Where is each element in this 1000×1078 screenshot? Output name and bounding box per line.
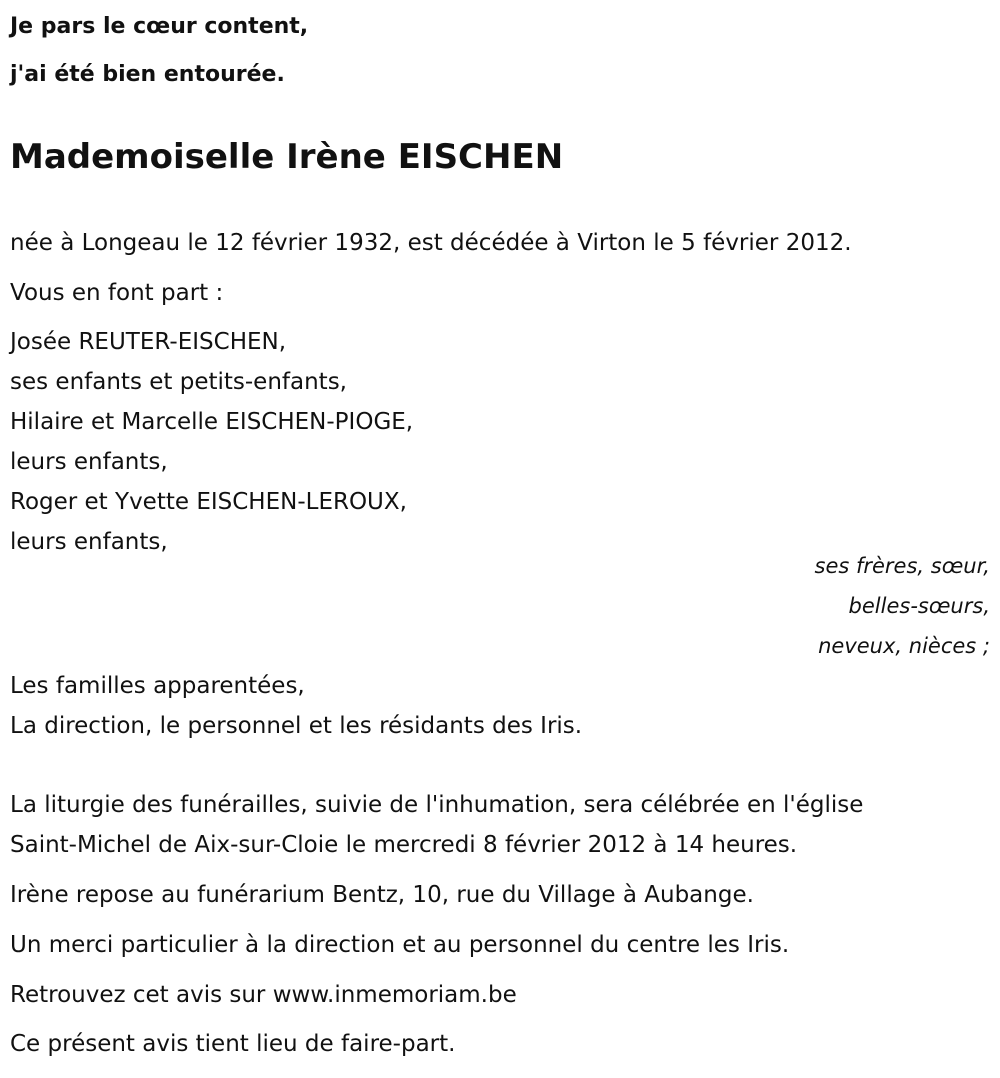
family-line-3: Hilaire et Marcelle EISCHEN-PIOGE, — [10, 409, 414, 435]
relatives-line-3: neveux, nièces ; — [818, 634, 990, 658]
deceased-name: Mademoiselle Irène EISCHEN — [10, 137, 564, 177]
birth-death-line: née à Longeau le 12 février 1932, est décédée à Virton le 5 février 2012. — [10, 230, 852, 256]
family-line-6: leurs enfants, — [10, 529, 168, 555]
rest-place-line: Irène repose au funérarium Bentz, 10, rue du Village à Aubange. — [10, 882, 754, 908]
family-line-1: Josée REUTER-EISCHEN, — [10, 329, 287, 355]
funeral-line-2: Saint-Michel de Aix-sur-Cloie le mercredi 8 février 2012 à 14 heures. — [10, 832, 798, 858]
announcement-intro: Vous en font part : — [10, 280, 224, 306]
family-line-2: ses enfants et petits-enfants, — [10, 369, 347, 395]
family-line-5: Roger et Yvette EISCHEN-LEROUX, — [10, 489, 407, 515]
quote-line-1: Je pars le cœur content, — [10, 14, 309, 39]
family-line-4: leurs enfants, — [10, 449, 168, 475]
quote-line-2: j'ai été bien entourée. — [10, 62, 285, 87]
relatives-line-1: ses frères, sœur, — [814, 554, 990, 578]
relatives-line-2: belles-sœurs, — [848, 594, 990, 618]
others-line-2: La direction, le personnel et les résidants des Iris. — [10, 713, 583, 739]
thanks-line: Un merci particulier à la direction et au personnel du centre les Iris. — [10, 932, 790, 958]
funeral-line-1: La liturgie des funérailles, suivie de l'inhumation, sera célébrée en l'église — [10, 792, 864, 818]
closing-line: Ce présent avis tient lieu de faire-part. — [10, 1031, 456, 1057]
online-line: Retrouvez cet avis sur www.inmemoriam.be — [10, 982, 517, 1008]
others-line-1: Les familles apparentées, — [10, 673, 305, 699]
